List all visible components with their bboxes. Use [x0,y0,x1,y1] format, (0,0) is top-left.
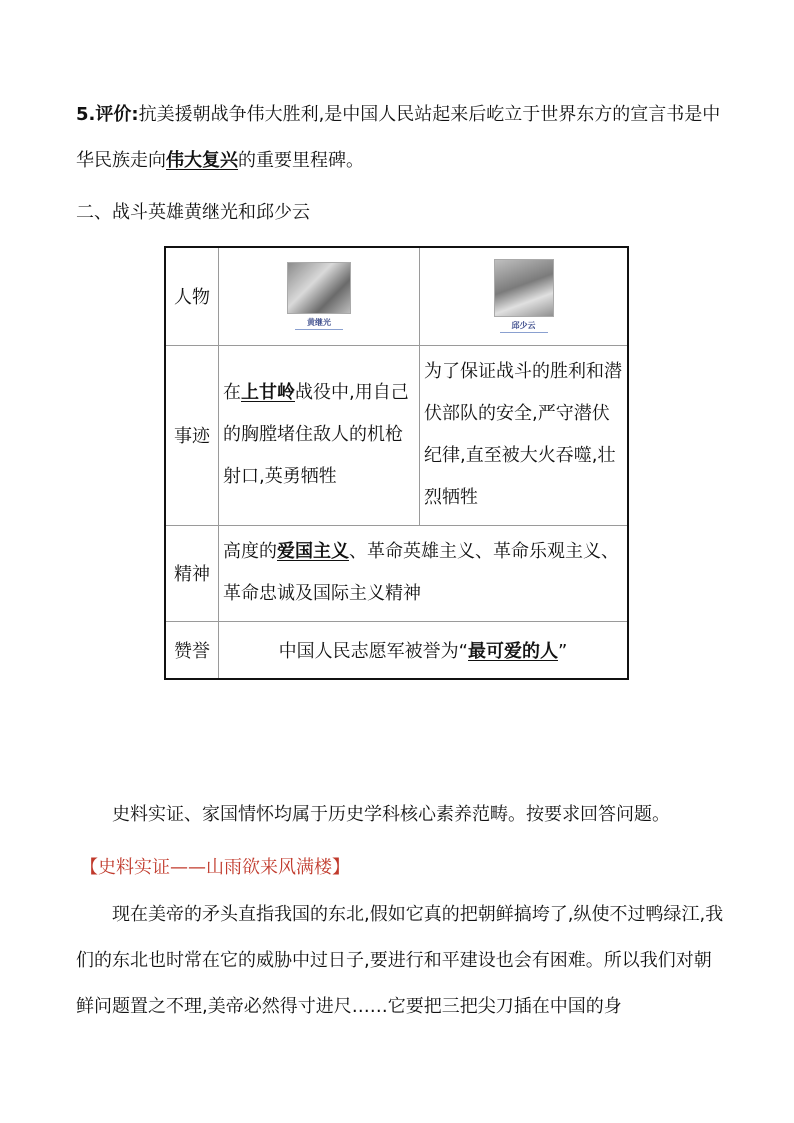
table-row [165,621,628,679]
question-intro: 史料实证、家国情怀均属于历史学科核心素养范畴。按要求回答问题。 [112,804,670,825]
point-text-end: 的重要里程碑。 [238,150,364,171]
heroes-table [164,246,629,680]
source-passage: 现在美帝的矛头直指我国的东北,假如它真的把朝鲜搞垮了,纵使不过鸭绿江,我们的东北也时常在它的威胁中过日子,要进行和平建设也会有困难。所以我们对朝鲜问题置之不理,美帝必然得寸进尺……它要把三把尖刀插在中国的身 [76,904,724,1017]
point-text: 抗美援朝战争伟大胜利,是中国人民站起来后屹立于世界东方的宣言书是中华民族走向 [76,104,721,171]
row-label-praise: 赞誉 [165,621,219,679]
spirit-text-end: 、革命英雄主义、革命乐观主义、革命忠诚及国际主义精神 [223,541,619,604]
highlight-keyword: 伟大复兴 [166,150,238,171]
praise-text-end: ” [558,640,568,662]
point-label: 评价: [95,104,139,125]
hero2-deeds: 为了保证战斗的胜利和潜伏部队的安全,严守潜伏纪律,直至被大火吞噬,壮烈牺牲 [420,345,629,525]
point-5-evaluation [76,92,726,184]
table-row [165,247,628,345]
deed1-keyword: 上甘岭 [241,382,295,403]
hero2-caption: 邱少云 [500,320,548,333]
hero1-caption: 黄继光 [295,317,343,330]
section-tag: 【史料实证——山雨欲来风满楼】 [80,857,350,878]
row-label-figure: 人物 [165,247,219,345]
table-row [165,345,628,525]
praise-cell [219,621,629,679]
section-heading: 二、战斗英雄黄继光和邱少云 [76,202,310,223]
hero1-photo [287,262,351,314]
spirit-text: 高度的 [223,541,277,562]
praise-keyword: 最可爱的人 [468,640,558,662]
spirit-cell [219,525,629,621]
hero2-photo [494,259,554,317]
hero2-photo-cell [420,247,629,345]
deed1-text: 在 [223,382,241,403]
hero1-photo-cell [219,247,420,345]
row-label-deeds: 事迹 [165,345,219,525]
point-number: 5. [76,104,96,125]
table-row [165,525,628,621]
hero1-deeds [219,345,420,525]
praise-text: 中国人民志愿军被誉为“ [278,640,468,662]
row-label-spirit: 精神 [165,525,219,621]
spirit-keyword: 爱国主义 [277,541,349,562]
deed1-text-end: 战役中,用自己的胸膛堵住敌人的机枪射口,英勇牺牲 [223,382,409,487]
